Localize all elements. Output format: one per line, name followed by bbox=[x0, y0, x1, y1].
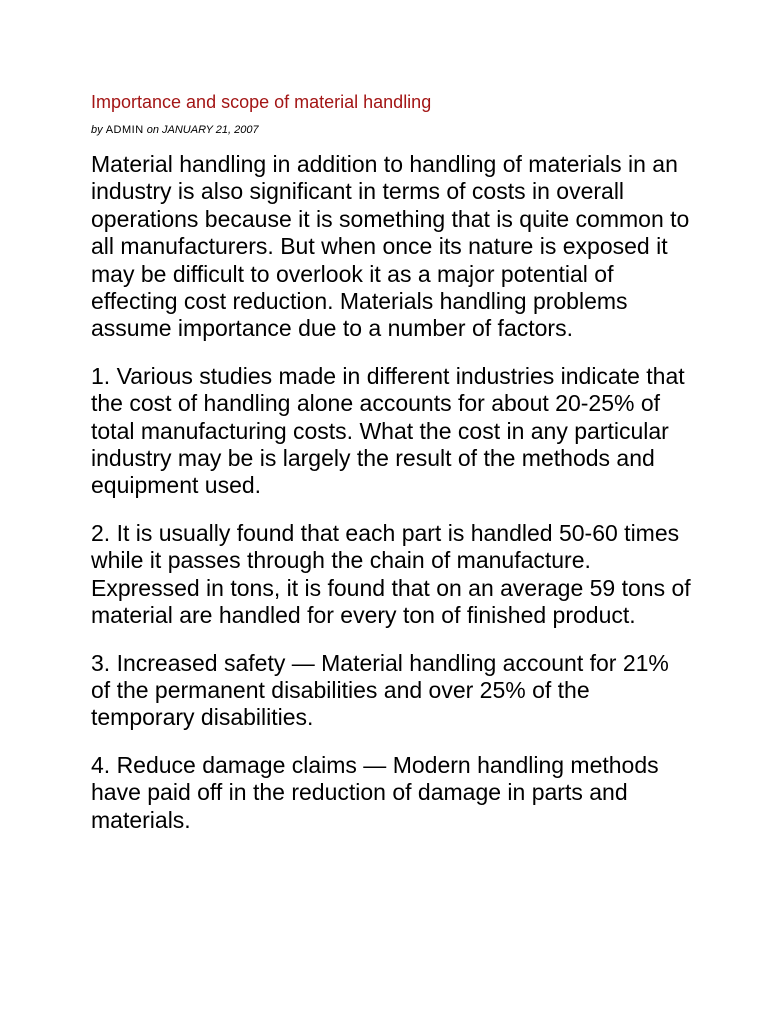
paragraph-point-2: 2. It is usually found that each part is handled 50-60 times while it passes through the chain of manufacture. Expressed in tons, it is found that on an average 59 tons of material are handled for every ton of finished product. bbox=[91, 519, 691, 629]
article-title: Importance and scope of material handling bbox=[91, 92, 432, 112]
paragraph-point-4: 4. Reduce damage claims — Modern handling methods have paid off in the reduction of damage in parts and materials. bbox=[91, 751, 659, 833]
paragraph-point-1: 1. Various studies made in different industries indicate that the cost of handling alone accounts for about 20-25% of total manufacturing costs. What the cost in any particular industry may be is largely the result of the methods and equipment used. bbox=[91, 362, 685, 499]
article-byline bbox=[91, 123, 259, 137]
byline-by: by bbox=[91, 124, 103, 136]
byline-on: on bbox=[146, 124, 159, 136]
paragraph-point-3: 3. Increased safety — Material handling account for 21% of the permanent disabilities and over 25% of the temporary disabilities. bbox=[91, 649, 669, 731]
article-body bbox=[91, 151, 691, 854]
paragraph-intro: Material handling in addition to handling of materials in an industry is also significant in terms of costs in overall operations because it is something that is quite common to all manufacturers. But when once its nature is exposed it may be difficult to overlook it as a major potential of effecting cost reduction. Materials handling problems assume importance due to a number of factors. bbox=[91, 151, 690, 342]
byline-author: ADMIN bbox=[105, 124, 144, 136]
byline-date: JANUARY 21, 2007 bbox=[162, 124, 259, 136]
